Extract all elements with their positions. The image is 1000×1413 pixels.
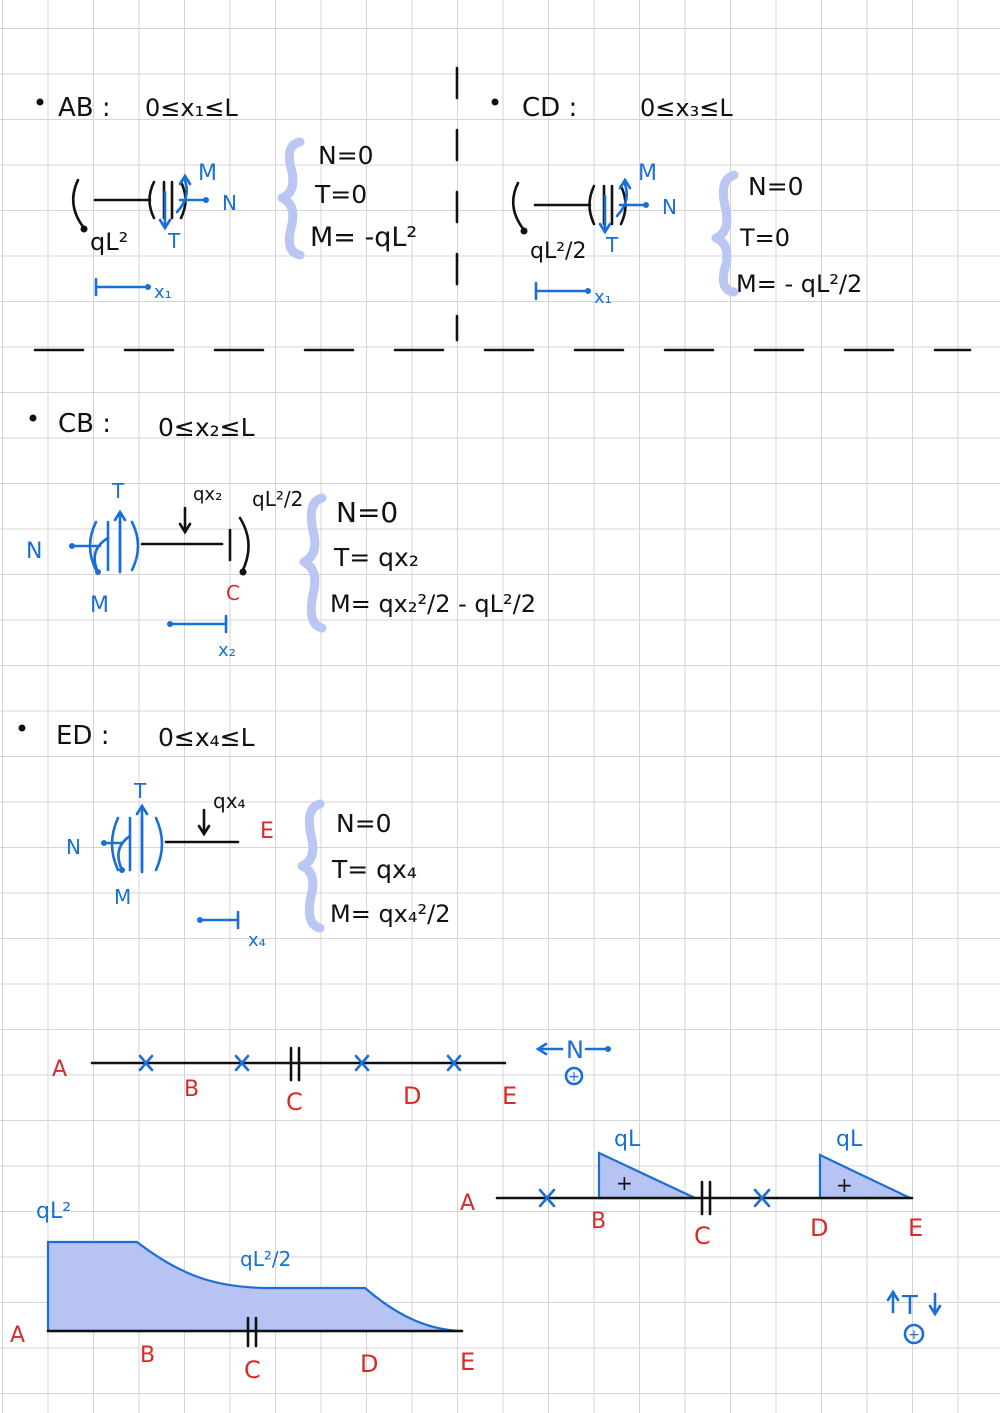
- bullet-ab: [37, 99, 44, 106]
- ab-range: 0≤x₁≤L: [145, 94, 238, 122]
- ab-title: AB :: [58, 93, 111, 123]
- shear-peak-d: qL: [836, 1127, 863, 1152]
- cb-moment-arrow: [95, 538, 108, 572]
- bullet-ed: [19, 725, 26, 732]
- cb-brace: [304, 498, 322, 628]
- cb-range: 0≤x₂≤L: [158, 413, 255, 442]
- cb-eq-t: T= qx₂: [334, 543, 419, 572]
- cb-eq-m: M= qx₂²/2 - qL²/2: [330, 590, 536, 618]
- moment-point-b: B: [140, 1343, 156, 1368]
- shear-point-c: C: [694, 1222, 711, 1250]
- svg-text:T: T: [112, 479, 125, 503]
- svg-text:N: N: [26, 539, 43, 564]
- moment-point-c: C: [244, 1356, 261, 1384]
- bullet-cd: [492, 99, 499, 106]
- shear-point-d: D: [810, 1214, 829, 1242]
- ab-brace: [282, 142, 300, 255]
- moment-diagram: [10, 1199, 475, 1384]
- cb-load-label: qx₂: [193, 484, 223, 505]
- ab-eq-t: T=0: [315, 180, 368, 209]
- svg-text:M: M: [90, 593, 109, 618]
- ab-moment-label: qL²: [90, 228, 129, 256]
- cb-end-moment: [240, 518, 249, 572]
- ed-eq-n: N=0: [336, 809, 392, 838]
- axial-sign-label: N: [566, 1036, 584, 1064]
- ed-eq-m: M= qx₄²/2: [330, 900, 451, 928]
- svg-text:T: T: [606, 233, 619, 257]
- ed-title: ED :: [56, 721, 110, 751]
- axial-point-a: A: [52, 1057, 68, 1082]
- ed-moment-arrow: [118, 836, 130, 870]
- segment-cb: [26, 409, 536, 661]
- moment-point-d: D: [360, 1350, 379, 1378]
- shear-point-b: B: [591, 1209, 607, 1234]
- svg-text:x₁: x₁: [594, 287, 612, 308]
- cd-eq-t: T=0: [740, 224, 791, 252]
- cd-title: CD :: [522, 93, 578, 123]
- svg-text:N: N: [222, 191, 237, 215]
- svg-text:x₁: x₁: [154, 282, 172, 303]
- svg-text:+: +: [908, 1327, 920, 1343]
- axial-point-d: D: [403, 1082, 422, 1110]
- svg-text:+: +: [616, 1171, 633, 1195]
- axial-diagram: [52, 1036, 611, 1116]
- ed-range: 0≤x₄≤L: [158, 723, 255, 752]
- shear-sign-label: T: [902, 1291, 918, 1321]
- segment-ed: [19, 721, 451, 951]
- segment-ab: [37, 93, 418, 303]
- cd-brace: [716, 175, 734, 292]
- svg-text:M: M: [198, 161, 217, 186]
- svg-text:x₄: x₄: [248, 930, 266, 951]
- axial-point-c: C: [286, 1088, 303, 1116]
- svg-text:M: M: [638, 161, 657, 186]
- cd-eq-m: M= - qL²/2: [736, 270, 863, 298]
- shear-triangle-bc: [599, 1153, 695, 1198]
- moment-point-e: E: [460, 1348, 476, 1376]
- axial-point-e: E: [502, 1082, 518, 1110]
- cb-point-c: C: [226, 581, 240, 605]
- svg-text:+: +: [836, 1173, 853, 1197]
- ab-eq-n: N=0: [318, 141, 374, 170]
- cb-eq-n: N=0: [336, 496, 399, 529]
- svg-text:+: +: [568, 1069, 580, 1085]
- shear-diagram: [460, 1127, 940, 1343]
- moment-mid-value: qL²/2: [240, 1247, 292, 1271]
- svg-text:x₂: x₂: [218, 640, 236, 661]
- ab-moment-arc: [73, 180, 84, 228]
- cb-title: CB :: [58, 409, 112, 439]
- ab-eq-m: M= -qL²: [310, 222, 418, 253]
- svg-text:N: N: [66, 835, 81, 859]
- cd-eq-n: N=0: [748, 172, 804, 201]
- shear-point-a: A: [460, 1191, 476, 1216]
- shear-triangle-de: [820, 1155, 910, 1198]
- ed-point-e: E: [260, 819, 274, 844]
- moment-left-value: qL²: [36, 1199, 72, 1224]
- axial-point-b: B: [184, 1077, 200, 1102]
- svg-text:T: T: [134, 779, 147, 803]
- cd-moment-arc: [513, 183, 524, 230]
- shear-peak-b: qL: [614, 1127, 641, 1152]
- moment-point-a: A: [10, 1323, 26, 1348]
- svg-text:M: M: [114, 885, 132, 909]
- segment-cd: [492, 93, 863, 308]
- shear-point-e: E: [908, 1214, 924, 1242]
- svg-text:N: N: [662, 195, 677, 219]
- cd-moment-label: qL²/2: [530, 239, 587, 264]
- ed-brace: [302, 804, 320, 928]
- bullet-cb: [30, 415, 37, 422]
- cd-range: 0≤x₃≤L: [640, 94, 733, 122]
- svg-text:T: T: [168, 229, 181, 253]
- cb-moment-label: qL²/2: [252, 487, 304, 511]
- ed-eq-t: T= qx₄: [332, 855, 417, 884]
- ed-load-label: qx₄: [213, 789, 246, 813]
